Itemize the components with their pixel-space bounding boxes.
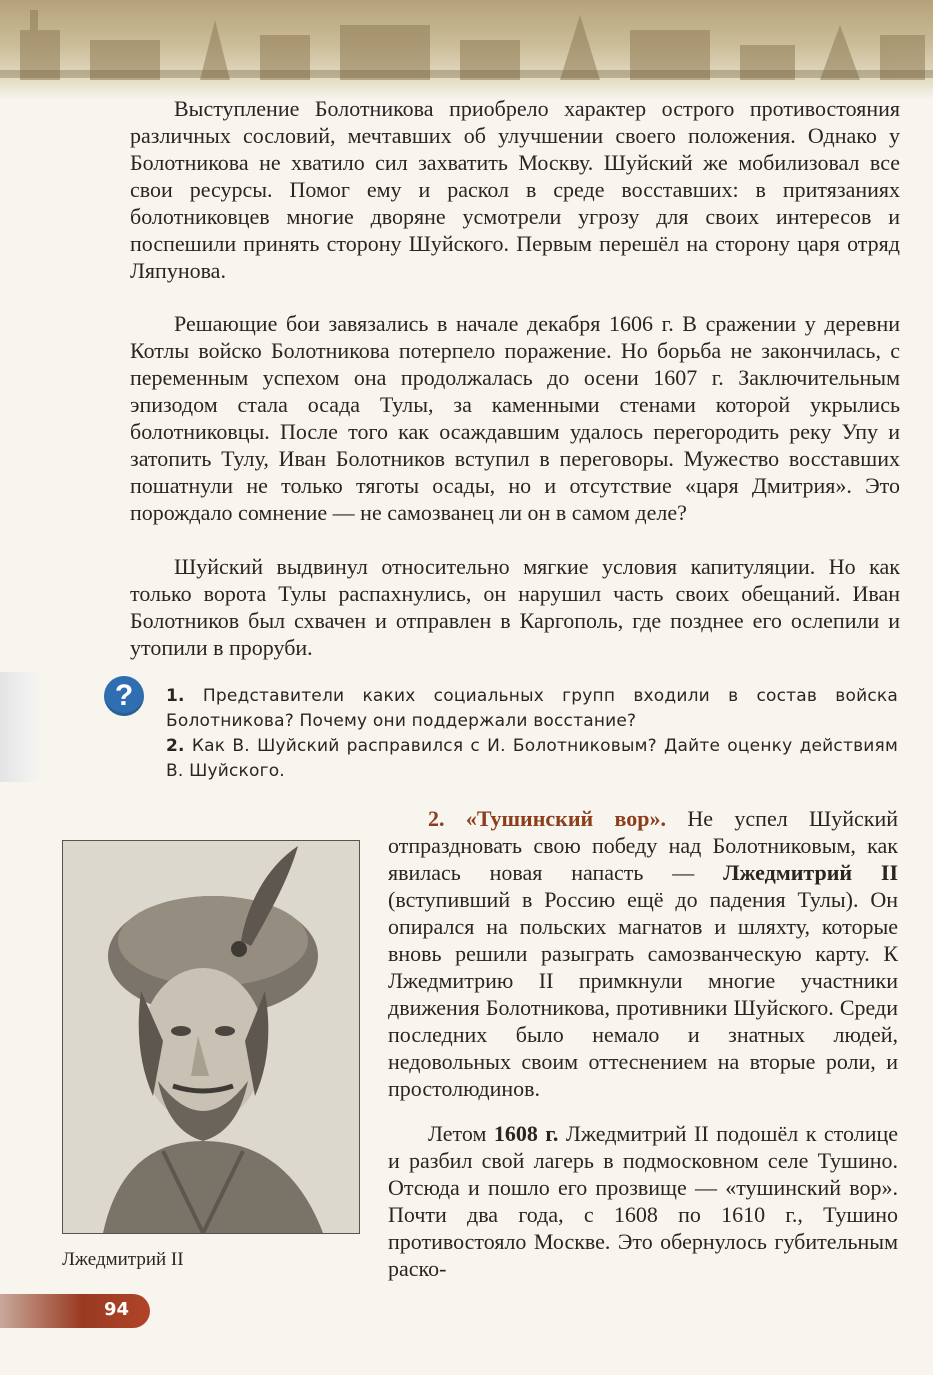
section-title: «Тушинский вор». (465, 806, 667, 831)
section-paragraph-1 (388, 805, 898, 1102)
section-text-2a: Летом (428, 1121, 487, 1146)
header-banner-illustration (0, 0, 933, 100)
section-text-1a: Не успел Шуйский отпраздновать свою победу над Болотниковым, как явилась новая напасть — (388, 806, 899, 885)
paragraph-1: Выступление Болотникова приобрело характер острого противостояния различных сословий, мечтавших об улучшении своего положения. Однако у Болотникова не хватило сил захватить Москву. Шуйский же мобилизовал все свои ресурсы. Помог ему и раскол в среде восставших: в притязаниях болотниковцев многие дворяне усмотрели угрозу для своих интересов и поспешили принять сторону Шуйского. Первым перешёл на сторону царя отряд Ляпунова. (130, 96, 900, 283)
page-number: 94 (104, 1299, 130, 1320)
section-term-lzhedmitry: Лжедмитрий II (723, 860, 899, 885)
paragraph-3: Шуйский выдвинул относительно мягкие условия капитуляции. Но как только ворота Тулы распахнулись, он нарушил часть своих обещаний. Иван Болотников был схвачен и отправлен в Каргополь, где позднее его ослепили и утопили в проруби. (130, 554, 900, 660)
portrait-image (62, 840, 360, 1234)
paragraph-2: Решающие бои завязались в начале декабря 1606 г. В сражении у деревни Котлы войско Болотникова потерпело поражение. Но борьба не закончилась, с переменным успехом она продолжалась до осени 1607 г. Заключительным эпизодом стала осада Тулы, за каменными стенами которой укрылись болотниковцы. После того как осаждавшим удалось перегородить реку Упу и затопить Тулу, Иван Болотников вступил в переговоры. Мужество восставших пошатнули не только тяготы осады, но и отсутствие «царя Дмитрия». Это порождало сомнение — не самозванец ли он в самом деле? (130, 311, 900, 525)
question-2-text: Как В. Шуйский расправился с И. Болотниковым? Дайте оценку действиям В. Шуйского. (166, 736, 898, 781)
section-paragraph-2 (388, 1120, 898, 1282)
section-year-1608: 1608 г. (493, 1121, 559, 1146)
question-1 (166, 684, 898, 734)
section-text-1b: (вступивший в Россию ещё до падения Тулы). Он опирался на польских магнатов и шляхту, которые вновь решили разыграть самозванческую карту. К Лжедмитрию II примкнули многие участники движения Болотникова, противники Шуйского. Среди последних было немало и знатных людей, недовольных своим оттеснением на вторые роли, и простолюдинов. (388, 887, 898, 1101)
section-number: 2. (428, 806, 445, 831)
question-mark-icon: ? (104, 676, 144, 716)
question-2 (166, 734, 898, 784)
section-text-2b: Лжедмитрий II подошёл к столице и разбил свой лагерь в подмосковном селе Тушино. Отсюда и пошло его прозвище — «тушинский вор». Почти два года, с 1608 по 1610 г., Тушино противостояло Москве. Это обернулось губительным раско- (388, 1121, 899, 1281)
question-1-text: Представители каких социальных групп входили в состав войска Болотникова? Почему они поддержали восстание? (166, 686, 898, 731)
margin-decoration (0, 672, 42, 782)
portrait-caption: Лжедмитрий II (62, 1249, 184, 1270)
question-1-number: 1. (166, 686, 185, 706)
question-2-number: 2. (166, 736, 185, 756)
